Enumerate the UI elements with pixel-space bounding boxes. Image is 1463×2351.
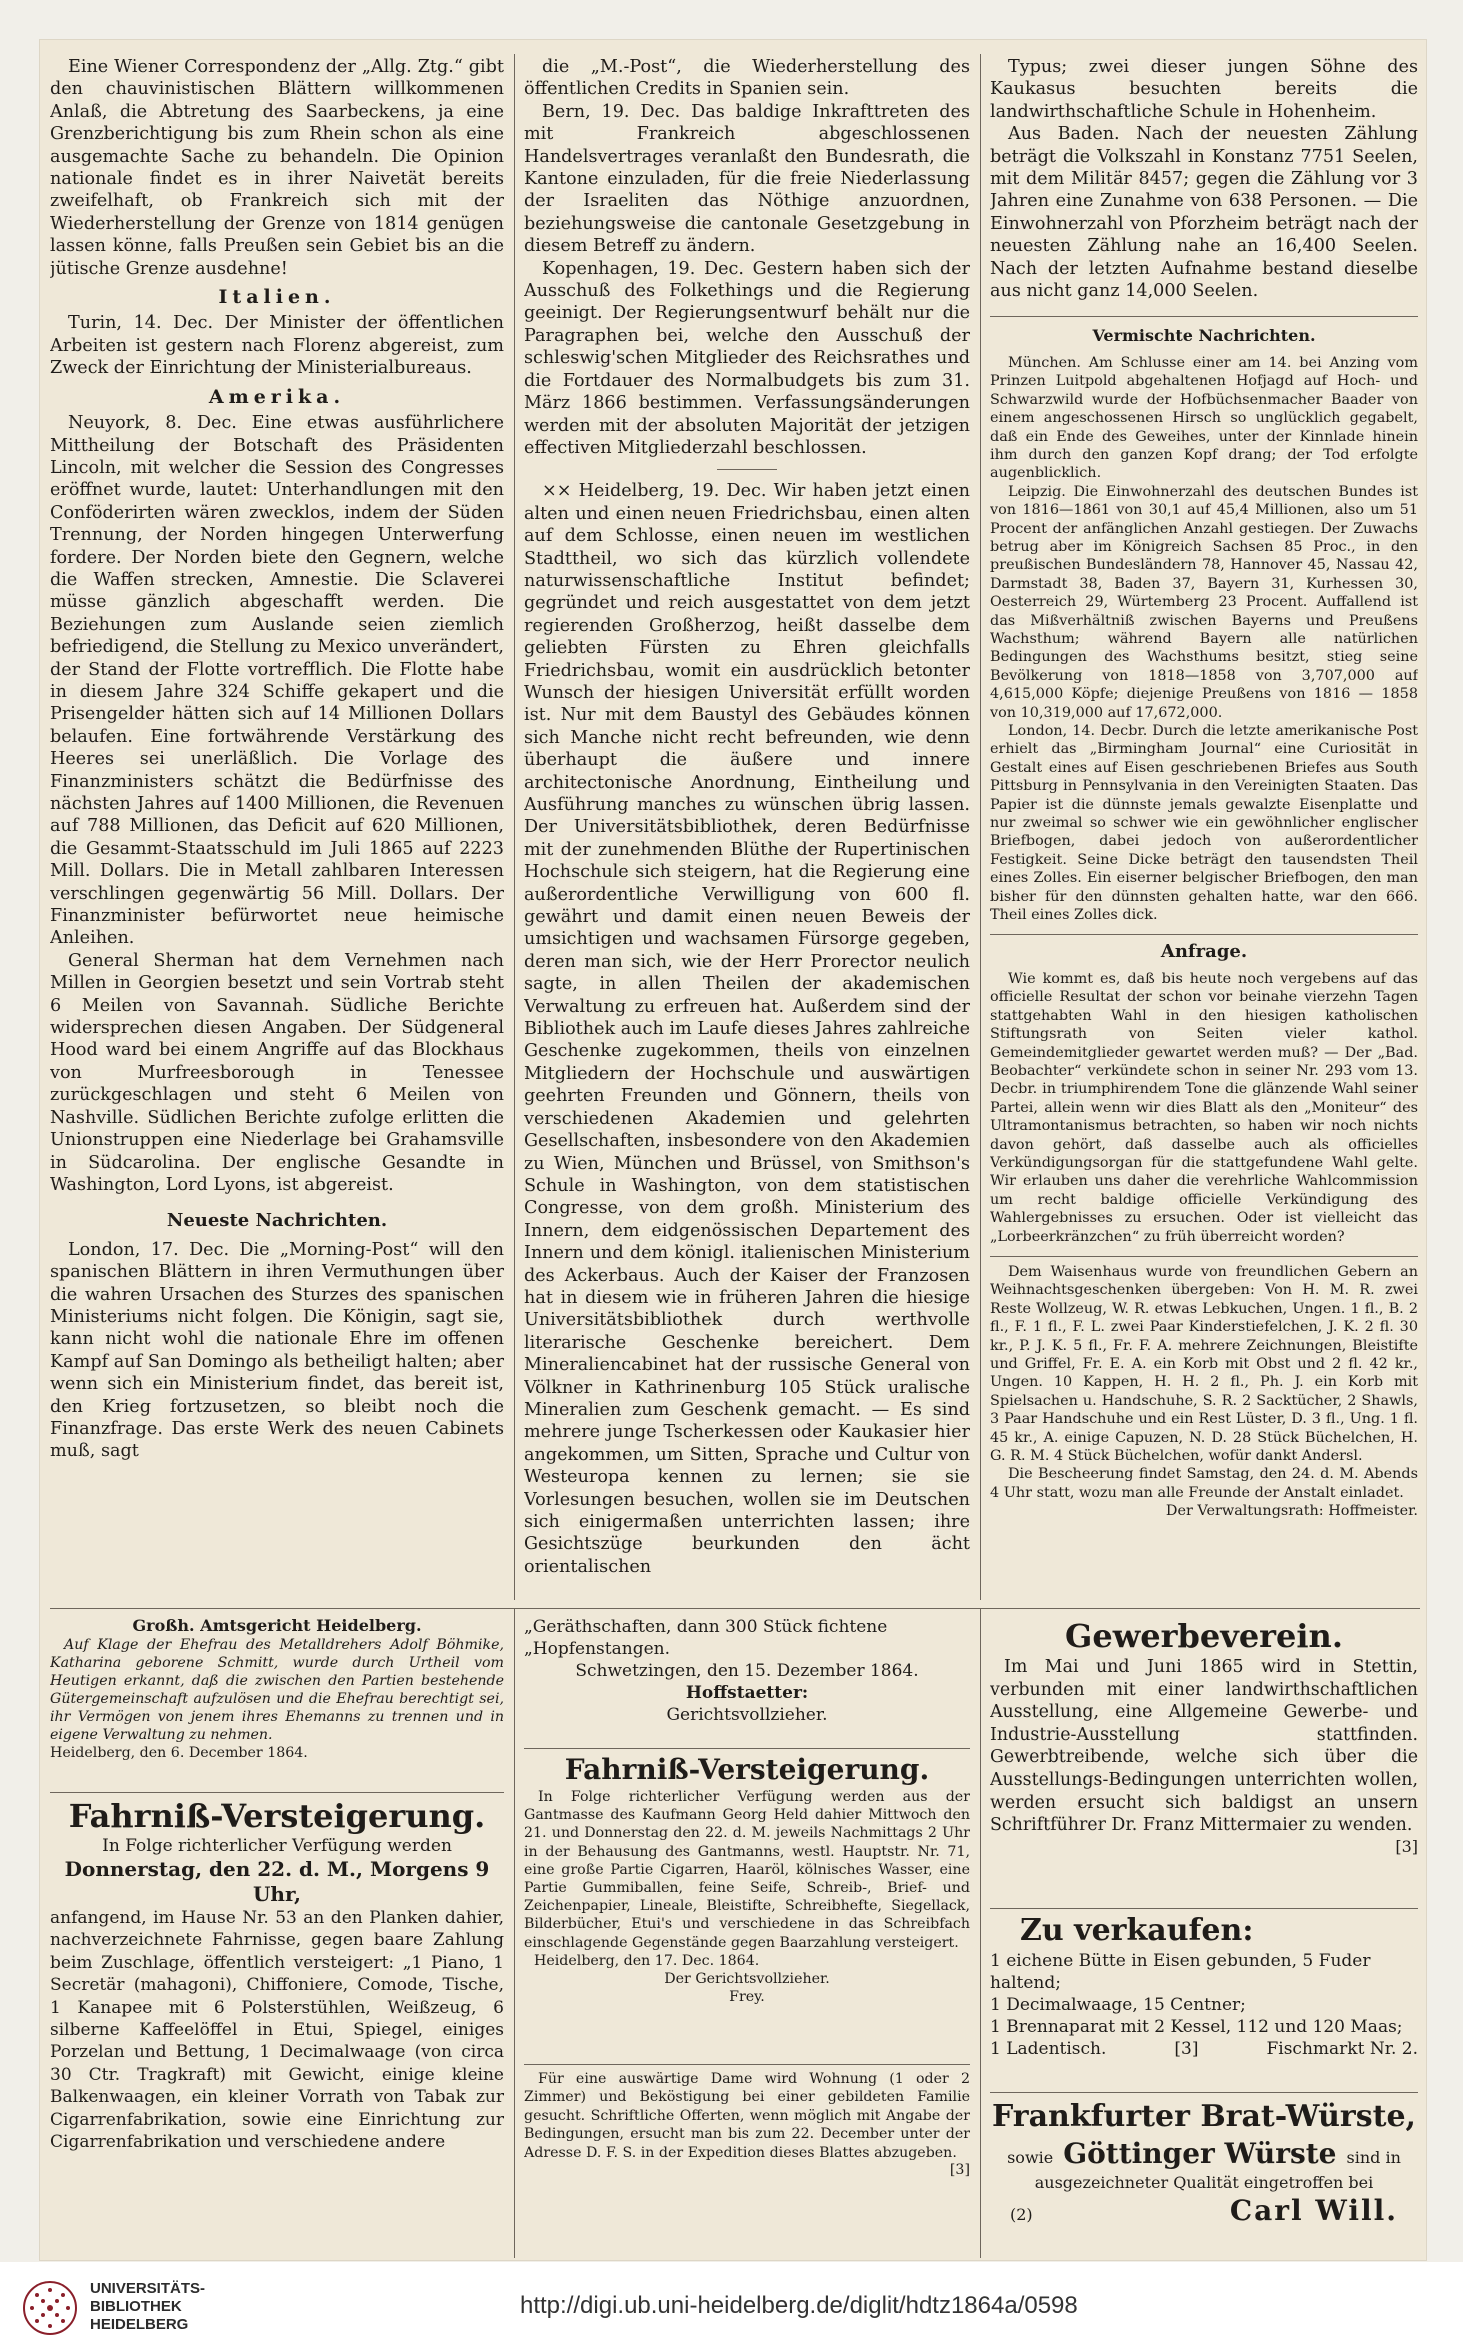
ad-verkaufen [990, 1912, 1418, 2090]
ad-text: In Folge richterlicher Verfügung werden [102, 1836, 452, 1856]
article-paragraph: Turin, 14. Dec. Der Minister der öffentlichen Arbeiten ist gestern nach Florenz abgereist, zum Zweck der Einrichtung der Ministerialbureaus. [50, 313, 504, 379]
ad-text: Im Mai und Juni 1865 wird in Stettin, verbunden mit einer landwirthschaftlichen Ausstellung, eine Allgemeine Gewerbe- und Industrie-Ausstellung stattfinden. Gewerbtreibende, welche sich über die Ausstellungs-Bedingungen unterrichten wollen, werden ersucht sich baldigst an unsern Schriftführer Dr. Franz Mittermaier zu wenden. [990, 1657, 1418, 1836]
column-rule [514, 54, 515, 1600]
separator [990, 316, 1418, 317]
ad-list-item: 1 eichene Bütte in Eisen gebunden, 5 Fuder haltend; [990, 1951, 1371, 1993]
section-heading-italien: Italien. [218, 286, 336, 309]
column-rule [980, 1608, 981, 2258]
newspaper-page [40, 40, 1426, 2260]
separator [717, 469, 777, 470]
ad-text: ausgezeichneter Qualität eingetroffen bei [1034, 2173, 1374, 2192]
ad-wuerste [990, 2098, 1418, 2258]
ad-text: sind in [1346, 2148, 1401, 2167]
ad-number: [3] [1174, 2039, 1199, 2059]
ad-fahrnis-1 [50, 1796, 504, 2256]
section-heading-vermischte: Vermischte Nachrichten. [1092, 326, 1316, 346]
ad-gewerbeverein [990, 1616, 1418, 1906]
ad-date: Heidelberg, den 6. December 1864. [50, 1745, 308, 1761]
ad-wohnung [524, 2070, 970, 2220]
page-url-link[interactable]: http://digi.ub.uni-heidelberg.de/diglit/hdtz1864a/0598 [520, 2292, 1078, 2319]
footer-bar [0, 2262, 1463, 2351]
ad-geraethschaften [524, 1616, 970, 1746]
signature: Der Verwaltungsrath: Hoffmeister. [1165, 1503, 1418, 1520]
section-heading-anfrage: Anfrage. [1160, 941, 1248, 963]
ad-title: Zu verkaufen: [1020, 1913, 1254, 1948]
ad-signature: Frey. [729, 1988, 765, 2005]
article-paragraph: Dem Waisenhaus wurde von freundlichen Gebern an Weihnachtsgeschenken übergeben: Von H. M. R. zwei Reste Wollzeug, W. R. etwas Lebkuchen, Ungen. 1 fl., B. 2 fl., F. 1 fl., F. L. zwei Paar Kinderstiefelchen, J. K. 2 fl. 30 kr., P. J. K. 5 fl., Fr. F. A. mehrere Zeichnungen, Bleistifte und Griffel, Fr. E. A. ein Korb mit Obst und 2 fl. 42 kr., Ungen. 10 Kappen, H. H. 2 fl., Ph. J. ein Korb mit Spielsachen u. Handschuhe, S. R. 2 Sacktücher, 2 Shawls, 3 Paar Handschuhe und ein Rest Lüster, D. 3 fl., Ung. 1 fl. 45 kr., A. einige Capuzen, N. D. 28 Stück Büchelchen, H. G. R. M. 4 Stück Büchelchen, wofür dankt Andersl. [990, 1263, 1418, 1465]
article-paragraph: General Sherman hat dem Vernehmen nach Millen in Georgien besetzt und sein Vortrab steht 6 Meilen von Savannah. Südliche Berichte widersprechen diesen Angaben. Der Südgeneral Hood ward bei einem Angriffe auf das Blockhaus von Murfreesborough in Tenessee zurückgeschlagen und steht 6 Meilen von Nashville. Südlichen Berichte zufolge erlitten die Unionstruppen eine Niederlage bei Grahamsville in Südcarolina. Der englische Gesandte in Washington, Lord Lyons, ist abgereist. [50, 950, 504, 1195]
ad-number: (2) [1010, 2205, 1033, 2224]
ad-rule [524, 2064, 970, 2065]
ad-text: Auf Klage der Ehefrau des Metalldrehers Adolf Böhmike, Katharina geborene Schmitt, wurde durch Urtheil vom Heutigen erkannt, daß die zwischen den Partien bestehende Gütergemeinschaft aufzulösen und die Ehefrau berechtigt sei, ihr Vermögen von jenem ihres Ehemanns zu trennen und in eigene Verwaltung zu nehmen. [50, 1637, 504, 1743]
article-paragraph: München. Am Schlusse einer am 14. bei Anzing vom Prinzen Luitpold abgehaltenen Hofjagd auf Hoch- und Schwarzwild wurde der Hofbüchsenmacher Baader von einem angeschossenen Hirsch so unglücklich gegabelt, daß ein Ende des Geweihes, unter der Kinnlade hinein ihm durch den ganzen Kopf drang; der Tod erfolgte augenblicklich. [990, 354, 1418, 482]
article-paragraph: London, 14. Decbr. Durch die letzte amerikanische Post erhielt das „Birmingham Journal“ eine Curiosität in Gestalt eines auf Eisen geschriebenen Briefes aus South Pittsburg in Pennsylvania in den Vereinigten Staaten. Das Papier ist die dünnste jemals gewalzte Eisenplatte und nur zweimal so schwer wie ein gewöhnlicher englischer Briefbogen, dabei jedoch von außerordentlicher Festigkeit. Seine Dicke beträgt den tausendsten Theil eines Zolles. Ein eiserner belgischer Briefbogen, den man bisher für den dünnsten gehalten hatte, war den 666. Theil eines Zolles dick. [990, 723, 1418, 924]
ad-rule [524, 1748, 970, 1749]
article-paragraph: Aus Baden. Nach der neuesten Zählung beträgt die Volkszahl in Konstanz 7751 Seelen, mit dem Militär 8457; gegen die Zählung vor 3 Jahren eine Zunahme von 638 Personen. — Die Einwohnerzahl von Pforzheim beträgt nach der neuesten Zählung nahe an 16,400 Seelen. Nach der letzten Aufnahme bestand dieselbe aus nicht ganz 14,000 Seelen. [990, 124, 1418, 302]
article-paragraph: Bern, 19. Dec. Das baldige Inkrafttreten des mit Frankreich abgeschlossenen Handelsvertrages veranlaßt den Bundesrath, die Kantone einzuladen, für die freie Niederlassung der Israeliten das Nöthige anzuordnen, beziehungsweise die cantonale Gesetzgebung in diesem Betreff zu ändern. [524, 101, 970, 257]
library-name: UNIVERSITÄTS- BIBLIOTHEK HEIDELBERG [90, 2280, 206, 2333]
ad-number: [3] [949, 2162, 970, 2179]
ad-title: Fahrniß-Versteigerung. [564, 1753, 930, 1786]
ad-title-2: Göttinger Würste [1063, 2137, 1337, 2170]
column-rule [980, 54, 981, 1600]
article-paragraph: ×× Heidelberg, 19. Dec. Wir haben jetzt einen alten und einen neuen Friedrichsbau, einen alten auf dem Schlosse, einen neuen im westlichen Stadttheil, wo sich das kürzlich vollendete naturwissenschaftliche Institut befindet; gegründet und reich ausgestattet von dem jetzt regierenden Großherzog, heißt dasselbe dem geliebten Fürsten zu Ehren gleichfalls Friedrichsbau, womit ein ausdrücklich betonter Wunsch der hiesigen Universität erfüllt worden ist. Nur mit dem Baustyl des Gebäudes können sich Manche nicht recht befreunden, wie denn überhaupt die äußere und innere architectonische Anordnung, Eintheilung und Ausführung manches zu wünschen übrig lassen. Der Universitätsbibliothek, deren Bedürfnisse mit der zunehmenden Blüthe der Rupertinischen Hochschule sich steigern, hat die Regierung eine außerordentliche Verwilligung von 600 fl. gewährt und damit einen neuen Beweis der umsichtigen und wachsamen Fürsorge gegeben, deren man sich, wie der Herr Prorector neulich sagte, in allen Theilen der akademischen Verwaltung zu erfreuen hat. Außerdem sind der Bibliothek auch im Laufe dieses Jahres zahlreiche Geschenke zugekommen, theils von einzelnen Mitgliedern der Hochschule und auswärtigen geehrten Freunden und Gönnern, theils von verschiedenen Akademien und gelehrten Gesellschaften, insbesondere von den Akademien zu Wien, München und Brüssel, von Smithson's Schule in Washington, von dem statistischen Congresse, von dem großh. Ministerium des Innern, dem eidgenössischen Departement des Innern und dem königl. italienischen Ministerium des Ackerbaus. Auch der Kaiser der Franzosen hat in diesem wie in früheren Jahren die hiesige Universitätsbibliothek durch werthvolle literarische Geschenke bereichert. Dem Mineraliencabinet hat der russische General von Völkner in Kathrinenburg 105 Stück uralische Mineralien zum Geschenk gemacht. — Es sind mehrere junge Tscherkessen oder Kaukasier hier angekommen, um Sitten, Sprache und Cultur von Westeuropa kennen zu lernen; sie sie Vorlesungen besuchen, wollen sie im Deutschen sich einigermaßen unterrichten lassen; ihre Gesichtszüge beurkunden den ächt orientalischen [524, 481, 970, 1577]
ad-date: Heidelberg, den 17. Dec. 1864. [534, 1952, 760, 1969]
ad-title: Gewerbeverein. [1065, 1617, 1343, 1655]
article-paragraph: Leipzig. Die Einwohnerzahl des deutschen Bundes ist von 1816—1861 von 30,1 auf 45,4 Millionen, also um 51 Procent der anfänglichen Anzahl gestiegen. Der Zuwachs betrug aber im Königreich Sachsen 85 Proc., in den preußischen Bundesländern 78, Hannover 45, Nassau 42, Darmstadt 38, Baden 37, Bayern 31, Kurhessen 30, Oesterreich 29, Würtemberg 23 Procent. Auffallend ist das Mißverhältniß zwischen Bayerns und Preußens Wachsthum; während Bayern alle natürlichen Bedingungen des Wachsthums besitzt, stieg seine Bevölkerung von 1818—1858 von 3,707,000 auf 4,615,000 Köpfe; diejenige Preußens von 1816 — 1858 von 10,319,000 auf 17,672,000. [990, 483, 1418, 721]
ad-list-item: 1 Decimalwaage, 15 Centner; [990, 1995, 1246, 2015]
ad-title: Großh. Amtsgericht Heidelberg. [132, 1616, 422, 1635]
article-paragraph: Neuyork, 8. Dec. Eine etwas ausführlichere Mittheilung der Botschaft des Präsidenten Lincoln, mit welcher die Session des Congresses eröffnet wurde, lautet: Unterhandlungen mit den Conföderirten wären zwecklos, indem der Süden Trennung, der Norden hingegen Unterwerfung fordere. Der Norden biete den Gegnern, welche die Waffen strecken, Amnestie. Die Sclaverei müsse gänzlich abgeschafft werden. Die Beziehungen zum Auslande seien ziemlich befriedigend, die Stellung zu Mexico unverändert, der Stand der Flotte vortrefflich. Die Flotte habe in diesem Jahre 324 Schiffe gekapert und die Prisengelder hätten sich auf 14 Millionen Dollars belaufen. Eine fortwährende Verstärkung des Heeres sei unerläßlich. Die Vorlage des Finanzministers schätzt die Bedürfnisse des nächsten Jahres auf 1400 Millionen, die Revenuen auf 788 Millionen, das Deficit auf 620 Millionen, die Gesammt-Staatsschuld im Juli 1865 auf 2223 Mill. Dollars. Die in Metall zahlbaren Interessen verschlingen gegenwärtig 56 Mill. Dollars. Der Finanzminister befürwortet neue heimische Anleihen. [50, 413, 504, 949]
separator [990, 934, 1418, 935]
article-paragraph: Typus; zwei dieser jungen Söhne des Kaukasus besuchten bereits die landwirthschaftliche Schule in Hohenheim. [990, 57, 1418, 122]
article-paragraph: London, 17. Dec. Die „Morning-Post“ will den spanischen Blättern in ihren Vermuthungen über die wahren Ursachen des Sturzes des spanischen Ministeriums nicht folgen. Die Königin, sagt sie, kann nicht wohl die nationale Ehre im offenen Kampf auf San Domingo als betheiligt halten; aber wenn sich ein Ministerium findet, das bereit ist, den Krieg fortzusetzen, so bleibt noch die Finanzfrage. Das erste Werk des neuen Cabinets muß, sagt [50, 1239, 504, 1462]
ad-number: [3] [1395, 1836, 1418, 1856]
separator [990, 1256, 1418, 1257]
article-paragraph: Eine Wiener Correspondenz der „Allg. Ztg.“ gibt den chauvinistischen Blättern willkommenen Anlaß, die Abtretung des Saarbeckens, ja eine Grenzberichtigung bis zum Rhein schon als eine ausgemachte Sache zu behandeln. Die Opinion nationale findet es in ihrer Naivetät bereits zweifelhaft, ob Frankreich sich mit der Wiederherstellung der Grenze von 1814 genügen lassen könne, falls Preußen sein Gebiet bis an die jütische Grenze ausdehne! [50, 57, 504, 279]
section-heading-amerika: Amerika. [208, 385, 346, 408]
ad-text: sowie [1007, 2148, 1054, 2167]
ads-rule [50, 1608, 1420, 1609]
ad-amtsgericht [50, 1616, 504, 1788]
ad-fahrnis-2 [524, 1752, 970, 2062]
ad-signature-role: Gerichtsvollzieher. [666, 1705, 828, 1725]
column-2 [524, 56, 970, 1596]
ad-title: Frankfurter Brat-Würste, [992, 2099, 1416, 2134]
ad-text: Für eine auswärtige Dame wird Wohnung (1 oder 2 Zimmer) und Beköstigung bei einer gebildeten Familie gesucht. Schriftliche Offerten, wenn möglich mit Angabe der Bedingungen, ersucht man bis zum 22. December unter der Adresse D. F. S. in der Expedition dieses Blattes abzugeben. [524, 2071, 970, 2161]
university-logo-icon [22, 2280, 78, 2336]
article-paragraph: Kopenhagen, 19. Dec. Gestern haben sich der Ausschuß des Folkethings und die Regierung geeinigt. Der Regierungsentwurf behält nur die Paragraphen bei, welche den Ausschuß der schleswig'schen Mitglieder des Reichsrathes und die Fortdauer des Normalbudgets bis zum 31. März 1866 bestimmen. Verfassungsänderungen werden mit der absoluten Majorität der jetzigen effectiven Mitgliederzahl beschlossen. [524, 258, 970, 458]
ad-date: Schwetzingen, den 15. Dezember 1864. [575, 1661, 919, 1681]
article-paragraph: die „M.-Post“, die Wiederherstellung des öffentlichen Credits in Spanien sein. [524, 57, 970, 100]
ad-rule [50, 1792, 504, 1793]
ad-merchant: Carl Will. [1229, 2194, 1398, 2227]
ad-list-item: 1 Ladentisch. [990, 2039, 1107, 2059]
ad-list-item: 1 Brennaparat mit 2 Kessel, 112 und 120 Maas; [990, 2017, 1403, 2037]
section-heading-neueste: Neueste Nachrichten. [166, 1210, 388, 1232]
ad-text: anfangend, im Hause Nr. 53 an den Planken dahier, nachverzeichnete Fahrnisse, gegen baare Zahlung beim Zuschlage, öffentlich versteigert: „1 Piano, 1 Secretär (mahagoni), Chiffoniere, Comode, Tische, 1 Kanapee mit 6 Polsterstühlen, Weißzeug, 6 silberne Kaffeelöffel in Etui, Spiegel, einiges Porzelan und Bettung, 1 Decimalwaage (von circa 30 Ctr. Tragkraft) mit Gewicht, einige kleine Balkenwaagen, ein kleiner Vorrath von Tabak zur Cigarrenfabrikation, sowie eine Einrichtung zur Cigarrenfabrikation und verschiedene andere [50, 1908, 504, 2153]
ad-title: Fahrniß-Versteigerung. [68, 1797, 486, 1835]
ad-rule [990, 2092, 1418, 2093]
ad-text: In Folge richterlicher Verfügung werden aus der Gantmasse des Kaufmann Georg Held dahier Mittwoch den 21. und Donnerstag den 22. d. M. jeweils Nachmittags 2 Uhr in der Behausung des Gantmanns, westl. Hauptstr. Nr. 71, eine große Partie Cigarren, Haaröl, kölnisches Wasser, eine Partie Gummiballen, feine Seife, Schreib-, Brief- und Zeichenpapier, Lineale, Bleistifte, Schreibhefte, Siegellack, Bilderbücher, Etui's und verschiedene in das Schreibfach einschlagende Gegenstände gegen Baarzahlung versteigert. [524, 1789, 970, 1951]
column-1 [50, 56, 504, 1596]
article-paragraph: Wie kommt es, daß bis heute noch vergebens auf das officielle Resultat der schon vor beinahe vierzehn Tagen stattgehabten Wahl in den hiesigen katholischen Stiftungsrath von Seiten vieler kathol. Gemeindemitglieder gewartet werden muß? — Der „Bad. Beobachter“ verkündete schon in seiner Nr. 293 vom 13. Decbr. in triumphirendem Tone die glänzende Wahl seiner Partei, allein wenn wir dies Blatt als den „Moniteur“ des Ultramontanismus betrachten, so haben wir noch nichts davon gehört, daß dasselbe auch als officielles Verkündigungsorgan für die stattgefundene Wahl gelte. Wir erlauben uns daher die verehrliche Wahlcommission um recht baldige officielle Verkündigung des Wahlergebnisses zu ersuchen. Oder ist vielleicht das „Lorbeerkränzchen“ zu früh überreicht worden? [990, 970, 1418, 1245]
ad-text: „Geräthschaften, dann 300 Stück fichtene „Hopfenstangen. [524, 1617, 888, 1659]
column-3 [990, 56, 1418, 1596]
article-paragraph: Die Bescheerung findet Samstag, den 24. d. M. Abends 4 Uhr statt, wozu man alle Freunde der Anstalt einladet. [990, 1466, 1418, 1501]
ad-address: Fischmarkt Nr. 2. [1266, 2039, 1418, 2059]
ad-signature: Hoffstaetter: [685, 1683, 809, 1703]
ad-signature-role: Der Gerichtsvollzieher. [664, 1970, 830, 1987]
column-rule [514, 1608, 515, 2258]
ad-date: Donnerstag, den 22. d. M., Morgens 9 Uhr, [64, 1857, 490, 1906]
ad-rule [990, 1908, 1418, 1909]
